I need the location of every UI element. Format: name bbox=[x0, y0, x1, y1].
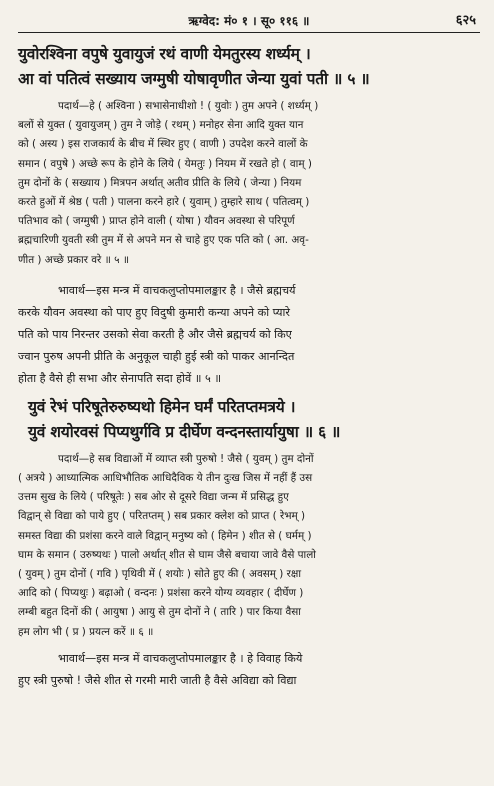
text-line: भावार्थ—इस मन्त्र में वाचकलुप्तोपमालङ्कार है । हे विवाह किये bbox=[58, 651, 303, 665]
padartha-5 bbox=[18, 97, 480, 270]
mantra-5-line-1: युवोरश्विना वपुषे युवायुजं रथं वाणी येमतुरस्य शर्ध्यम् । bbox=[18, 44, 311, 63]
text-line: करके यौवन अवस्था को पाए हुए विदुषी कुमारी कन्या अपने को प्यारे bbox=[18, 305, 290, 319]
text-line: पदार्थ—हे ( अश्विना ) सभासेनाधीशो ! ( युवोः ) तुम अपने ( शर्ध्यम् ) bbox=[58, 100, 319, 112]
text-line: ब्रह्मचारिणी युवती स्त्री तुम में से अपने मन से चाहे हुए एक पति को ( आ. अवृ- bbox=[18, 234, 309, 247]
mantra-5 bbox=[18, 41, 480, 91]
text-line: विद्वान् से विद्या को पाये हुए ( परितप्तम् ) सब प्रकार क्लेश को प्राप्त ( रेभम् ) bbox=[18, 510, 306, 523]
text-line: ( अत्रये ) आध्यात्मिक आधिभौतिक आधिदैविक ये तीन दुःख जिस में नहीं हैं उस bbox=[18, 472, 313, 485]
page-header bbox=[18, 10, 480, 33]
mantra-5-line-2: आ वां पतित्वं सख्याय जग्मुषी योषावृणीत जेन्या युवां पती ॥ ५ ॥ bbox=[18, 69, 370, 88]
text-line: पति को पाय निरन्तर उसको सेवा करती है और जैसे ब्रह्मचर्य को किए bbox=[18, 327, 292, 341]
text-line: ज्वान पुरुष अपनी प्रीति के अनुकूल चाही हुई स्त्री को पाकर आनन्दित bbox=[18, 349, 295, 363]
text-line: होता है वैसे ही सभा और सेनापति सदा होवें ॥ ५ ॥ bbox=[18, 371, 222, 385]
mantra-6 bbox=[18, 394, 480, 444]
text-line: हम लोग भी ( प्र ) प्रयत्न करें ॥ ६ ॥ bbox=[18, 625, 154, 638]
text-line: पदार्थ—हे सब विद्याओं में व्याप्त स्त्री पुरुषो ! जैसे ( युवम् ) तुम दोनों bbox=[58, 452, 314, 465]
text-line: घाम के समान ( उरुष्यथः ) पालो अर्थात् शीत से घाम जैसे बचाया जावे वैसे पालो bbox=[18, 548, 316, 561]
text-line: करते हुओं में श्रेष्ठ ( पती ) पालना करने हारे ( युवाम् ) तुम्हारे साथ ( पतित्वम् ) bbox=[18, 196, 310, 209]
text-line: समस्त विद्या की प्रशंसा करने वाले विद्वान् मनुष्य को ( हिमेन ) शीत से ( घर्मम् ) bbox=[18, 529, 312, 542]
text-line: भावार्थ—इस मन्त्र में वाचकलुप्तोपमालङ्कार है । जैसे ब्रह्मचर्य bbox=[58, 283, 296, 297]
text-line: उत्तम सुख के लिये ( परिषूतेः ) सब ओर से दूसरे विद्या जन्म में प्रसिद्ध हुए bbox=[18, 491, 289, 504]
page-number: ६२५ bbox=[455, 13, 476, 28]
text-line: तुम दोनों के ( सख्याय ) मित्रपन अर्थात् अतीव प्रीति के लिये ( जेन्या ) नियम bbox=[18, 176, 302, 189]
bhavartha-5 bbox=[18, 280, 480, 390]
padartha-6 bbox=[18, 450, 480, 642]
text-line: पतिभाव को ( जग्मुषी ) प्राप्त होने वाली ( योषा ) यौवन अवस्था से परिपूर्ण bbox=[18, 215, 295, 228]
text-line: लम्बी बहुत दिनों की ( आयुषा ) आयु से तुम दोनों ने ( तारि ) पार किया वैसा bbox=[18, 606, 301, 619]
text-line: बलों से युक्त ( युवायुजम् ) तुम ने जोड़े ( रथम् ) मनोहर सेना आदि युक्त यान bbox=[18, 119, 304, 132]
text-line: समान ( वपुषे ) अच्छे रूप के होने के लिये ( येमतुः ) नियम में रखते हो ( वाम् ) bbox=[18, 157, 312, 170]
bhavartha-6 bbox=[18, 648, 480, 692]
text-line: ( युवम् ) तुम दोनों ( गवि ) पृथिवी में ( शयोः ) सोते हुए की ( अवसम् ) रक्षा bbox=[18, 568, 302, 581]
text-line: णीत ) अच्छे प्रकार वरे ॥ ५ ॥ bbox=[18, 253, 130, 266]
running-title: ऋग्वेद: मं० १ । सू० ११६ ॥ bbox=[188, 14, 310, 28]
mantra-6-line-1: युवं रेभं परिषूतेरुरुष्यथो हिमेन घर्मं परितप्तमत्रये । bbox=[28, 396, 296, 416]
text-line: हुए स्त्री पुरुषो ! जैसे शीत से गरमी मारी जाती है वैसे अविद्या को विद्या bbox=[18, 673, 297, 687]
mantra-6-line-2: युवं शयोरवसं पिप्यथुर्गवि प्र दीर्घेण वन्दनस्तार्यायुषा ॥ ६ ॥ bbox=[28, 421, 341, 441]
text-line: आदि को ( पिप्यथुः ) बढ़ाओ ( वन्दनः ) प्रशंसा करने योग्य व्यवहार ( दीर्घेण ) bbox=[18, 587, 304, 600]
text-line: को ( अस्य ) इस राजकार्य के बीच में स्थिर हुए ( वाणी ) उपदेश करने वालों के bbox=[18, 138, 308, 151]
